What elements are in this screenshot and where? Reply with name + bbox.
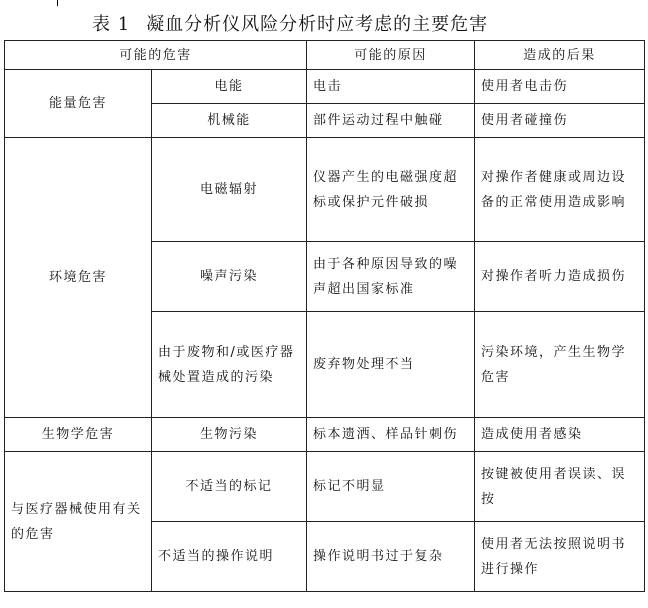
category-cell: 生物学危害 [5,418,152,452]
cause-cell: 操作说明书过于复杂 [307,522,475,592]
hazard-cell: 噪声污染 [152,242,307,312]
table-caption [0,10,648,36]
hazard-cell: 电能 [152,70,307,104]
page-edge-mark [57,0,58,6]
cause-cell: 废弃物处理不当 [307,312,475,418]
hazard-cell: 生物污染 [152,418,307,452]
category-cell: 环境危害 [5,138,152,418]
table-row [5,70,645,104]
consequence-cell: 使用者无法按照说明书进行操作 [475,522,645,592]
hazard-cell: 电磁辐射 [152,138,307,242]
consequence-cell: 使用者电击伤 [475,70,645,104]
table-row [5,452,645,522]
table-number: 表 1 [92,14,131,35]
cause-cell: 由于各种原因导致的噪声超出国家标准 [307,242,475,312]
hazard-cell: 由于废物和/或医疗器械处置造成的污染 [152,312,307,418]
header-cause: 可能的原因 [307,41,475,70]
cause-cell: 部件运动过程中触碰 [307,104,475,138]
cause-cell: 标本遗洒、样品针刺伤 [307,418,475,452]
hazard-cell: 不适当的操作说明 [152,522,307,592]
cause-cell: 仪器产生的电磁强度超标或保护元件破损 [307,138,475,242]
hazard-cell: 机械能 [152,104,307,138]
hazard-table [4,40,645,592]
consequence-cell: 造成使用者感染 [475,418,645,452]
table-row [5,138,645,242]
header-row [5,41,645,70]
consequence-cell: 污染环境，产生生物学危害 [475,312,645,418]
consequence-cell: 对操作者健康或周边设备的正常使用造成影响 [475,138,645,242]
consequence-cell: 对操作者听力造成损伤 [475,242,645,312]
category-cell: 与医疗器械使用有关的危害 [5,452,152,592]
consequence-cell: 使用者碰撞伤 [475,104,645,138]
cause-cell: 标记不明显 [307,452,475,522]
cause-cell: 电击 [307,70,475,104]
category-cell: 能量危害 [5,70,152,138]
hazard-cell: 不适当的标记 [152,452,307,522]
consequence-cell: 按键被使用者误读、误按 [475,452,645,522]
table-row [5,418,645,452]
header-hazard: 可能的危害 [5,41,307,70]
table-title: 凝血分析仪风险分析时应考虑的主要危害 [146,14,489,35]
header-consequence: 造成的后果 [475,41,645,70]
